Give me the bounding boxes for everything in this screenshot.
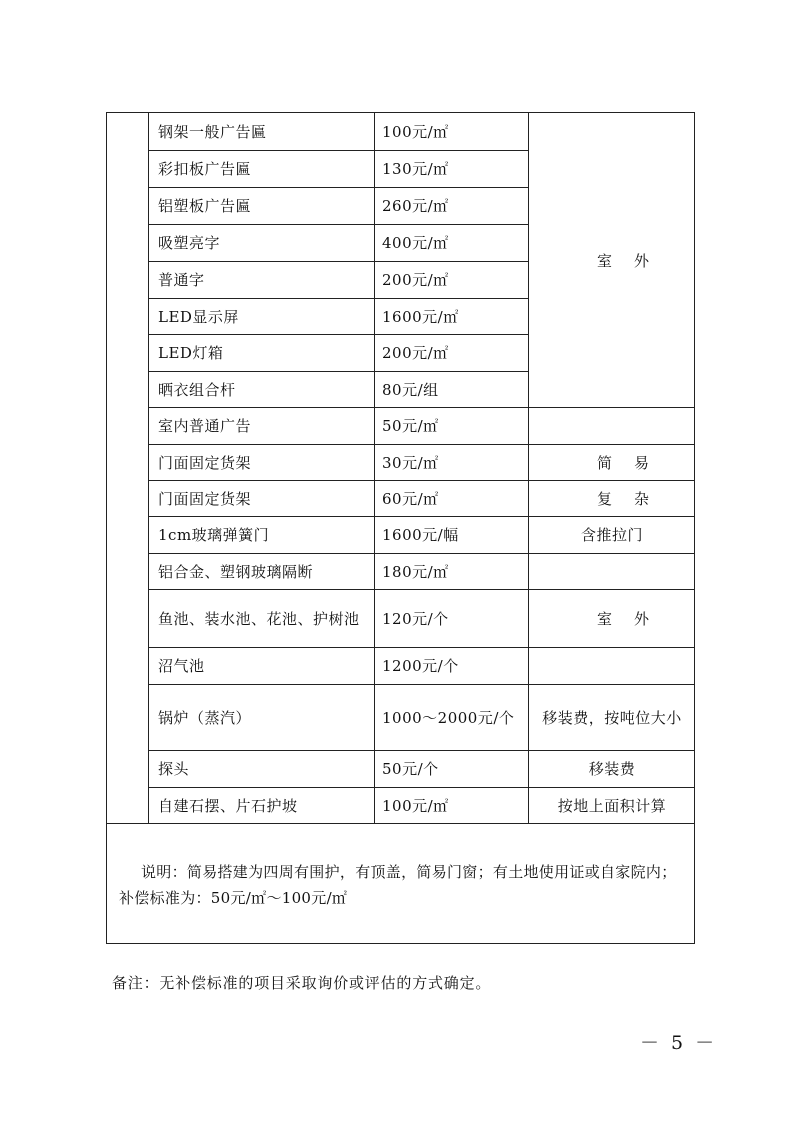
description-line-2: 补偿标准为：50元/㎡～100元/㎡ [119, 889, 348, 907]
item-name: 室内普通广告 [158, 417, 252, 435]
item-name: 彩扣板广告匾 [158, 160, 252, 178]
item-name: 门面固定货架 [158, 489, 252, 508]
item-note: 含推拉门 [580, 526, 643, 544]
item-note: 简易 [596, 453, 671, 472]
item-name: LED显示屏 [158, 307, 239, 326]
item-name: 自建石摆、片石护坡 [158, 796, 298, 815]
item-note [528, 647, 696, 684]
item-note: 移装费 [588, 760, 636, 778]
item-note [528, 407, 696, 444]
note-outdoor-merged: 室外 [596, 251, 671, 270]
item-note: 室外 [596, 609, 671, 628]
compensation-table [106, 112, 695, 944]
item-price: 400元/㎡ [382, 234, 449, 252]
item-price: 100元/㎡ [382, 123, 449, 141]
description-line-1: 说明：简易搭建为四周有围护，有顶盖，简易门窗；有土地使用证或自家院内； [141, 863, 677, 881]
item-note: 按地上面积计算 [557, 796, 667, 815]
item-price: 80元/组 [382, 380, 439, 399]
item-price: 50元/㎡ [382, 417, 439, 435]
item-name: 普通字 [158, 271, 205, 289]
item-name: 门面固定货架 [158, 453, 252, 472]
item-name: 晒衣组合杆 [158, 380, 236, 399]
item-name: 沼气池 [158, 657, 205, 675]
item-name: 探头 [158, 760, 190, 778]
item-price: 60元/㎡ [382, 489, 439, 508]
item-name: 锅炉（蒸汽） [158, 708, 252, 727]
item-name: 钢架一般广告匾 [158, 123, 267, 141]
item-price: 1600元/㎡ [382, 307, 459, 326]
item-price: 1000～2000元/个 [382, 708, 515, 727]
remark-text: 备注：无补偿标准的项目采取询价或评估的方式确定。 [112, 974, 492, 992]
item-price: 260元/㎡ [382, 197, 449, 215]
item-note: 移装费，按吨位大小 [542, 708, 682, 727]
item-name: 铝合金、塑钢玻璃隔断 [158, 562, 314, 581]
item-price: 50元/个 [382, 760, 439, 778]
item-price: 200元/㎡ [382, 271, 449, 289]
item-name: 1cm玻璃弹簧门 [158, 526, 270, 544]
item-note [528, 553, 696, 589]
item-name: LED灯箱 [158, 344, 224, 362]
description-note [119, 859, 694, 911]
item-price: 130元/㎡ [382, 160, 449, 178]
page-number: － 5 － [640, 1032, 718, 1054]
item-price: 30元/㎡ [382, 453, 439, 472]
item-name: 鱼池、装水池、花池、护树池 [158, 609, 360, 628]
item-price: 200元/㎡ [382, 344, 449, 362]
item-price: 120元/个 [382, 609, 449, 628]
item-price: 180元/㎡ [382, 562, 449, 581]
item-price: 1600元/幅 [382, 526, 459, 544]
item-note: 复杂 [596, 489, 671, 508]
item-name: 吸塑亮字 [158, 234, 221, 252]
item-name: 铝塑板广告匾 [158, 197, 252, 215]
item-price: 100元/㎡ [382, 796, 449, 815]
item-price: 1200元/个 [382, 657, 459, 675]
